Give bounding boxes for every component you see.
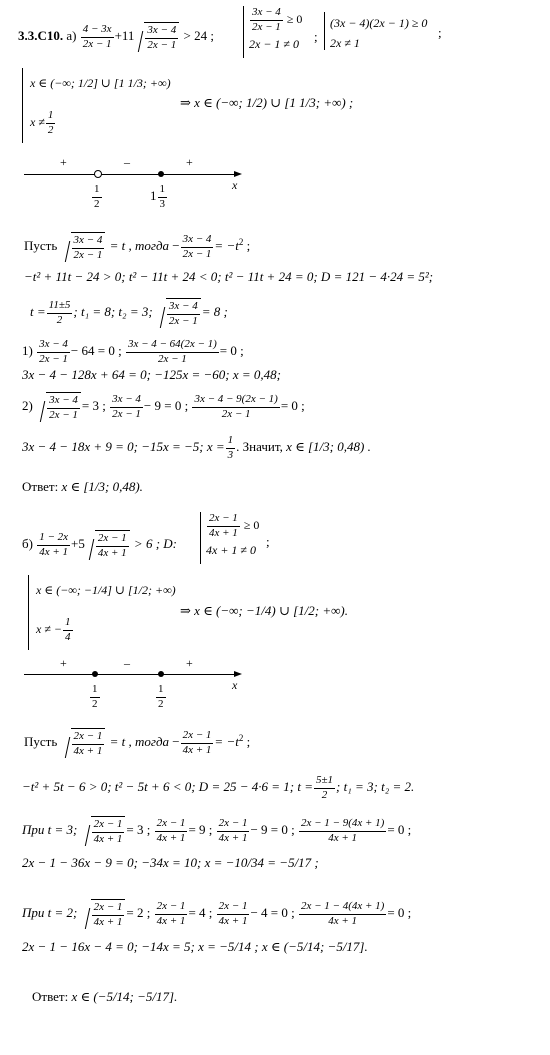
solution-result-b: ⇒ x ∈ (−∞; −1/4) ∪ [1/2; +∞). [180, 603, 348, 618]
sign-plus: + [60, 155, 67, 169]
system-brace [28, 575, 29, 650]
inequality-rhs: > 24 ; [183, 28, 214, 44]
case-t3-solution: 2x − 1 − 36x − 9 = 0; −34x = 10; x = −10/34 = −5/17 ; [22, 855, 319, 870]
number-line [24, 674, 236, 675]
filled-point [92, 671, 98, 677]
coefficient: +11 [114, 28, 135, 44]
sign-minus: – [124, 155, 130, 169]
axis-label: x [232, 678, 238, 692]
point-label: $\frac{1}{2}$ [158, 683, 164, 710]
fraction: $\frac{4 - 3x}{2x - 1}$ [82, 23, 112, 50]
case-1: 1) $\frac{3x - 4}{2x - 1}$ − 64 = 0 ; $\frac{3x - 4 - 64(2x - 1)}{2x - 1}$ = 0 ; [22, 338, 244, 365]
problem-header [18, 22, 214, 53]
case-1-solution: 3x − 4 − 128x + 64 = 0; −125x = −60; x = 0,48; [22, 367, 281, 382]
system-brace [324, 12, 325, 50]
case-t2-solution: 2x − 1 − 16x − 4 = 0; −14x = 5; x = −5/14 ; x ∈ (−5/14; −5/17]. [22, 939, 368, 954]
filled-point [158, 171, 164, 177]
case-2-solution: 3x − 4 − 18x + 9 = 0; −15x = −5; x = $\frac{1}{3}$ . Значит, x ∈ [1/3; 0,48) . [22, 434, 371, 461]
case-t3: При t = 3; $\frac{2x - 1}{4x + 1}$ = 3 ; $\frac{2x - 1}{4x + 1}$ = 9 ; $\frac{2x - 1}{4x + 1}$ − 9 = 0 ; $\frac{2x - 1 - 9(4x + 1)}{4x + 1}$ = 0 ; [22, 817, 412, 845]
roots-line: t = $\frac{11\pm 5}{2}$ ; t₁ = 8; t₂ = 3; $\frac{3x - 4}{2x - 1}$ = 8 ; [30, 299, 228, 327]
solution-system-b: x ∈ (−∞; −1/4] ∪ [1/2; +∞) x ≠ − $\frac{1}{4}$ [36, 583, 176, 643]
part-a-label: а) [66, 28, 77, 44]
solution-system-1: x ∈ (−∞; 1/2] ∪ [1 1/3; +∞) x ≠ $\frac{1}{2}$ [30, 76, 171, 136]
case-2: 2) $\frac{3x - 4}{2x - 1}$ = 3 ; $\frac{3x - 4}{2x - 1}$ − 9 = 0 ; $\frac{3x - 4 - 9(2x - 1)}{2x - 1}$ = 0 ; [22, 393, 305, 421]
system-brace [243, 6, 244, 58]
point-label: $\frac{1}{2}$ [92, 683, 98, 710]
arrow-icon [234, 671, 242, 677]
axis-label: x [232, 178, 238, 192]
point-label: $\frac{1}{2}$ [94, 183, 100, 210]
solution-result: ⇒ x ∈ (−∞; 1/2) ∪ [1 1/3; +∞) ; [180, 95, 354, 110]
system-brace [200, 512, 201, 564]
sign-plus: + [186, 656, 193, 670]
substitution: Пусть $\frac{3x - 4}{2x - 1}$ = t , тогда − $\frac{3x - 4}{2x - 1}$ = $-t^2$ ; [24, 233, 251, 261]
sign-plus: + [186, 155, 193, 169]
answer-b: Ответ: x ∈ (−5/14; −5/17]. [32, 989, 178, 1004]
answer-a: Ответ: x ∈ [1/3; 0,48). [22, 479, 143, 494]
sign-plus: + [60, 656, 67, 670]
sign-minus: – [124, 656, 130, 670]
filled-point [158, 671, 164, 677]
domain-system-1: $\frac{3x - 4}{2x - 1}$ ≥ 0 2x − 1 ≠ 0 [249, 6, 303, 51]
number-line [24, 174, 236, 175]
arrow-icon [234, 171, 242, 177]
problem-id: 3.3.C10. [18, 28, 64, 44]
domain-system-2: (3x − 4)(2x − 1) ≥ 0 2x ≠ 1 [330, 16, 428, 50]
system-brace [22, 68, 23, 143]
part-b-inequality: б) $\frac{1 - 2x}{4x + 1}$ +5 $\frac{2x - 1}{4x + 1}$ > 6 ; D: [22, 531, 177, 559]
open-point [94, 170, 102, 178]
radical: $\frac{3x - 4}{2x - 1}$ [135, 22, 179, 53]
point-label: 1 $\frac{1}{3}$ [150, 183, 165, 210]
domain-system-b: $\frac{2x - 1}{4x + 1}$ ≥ 0 4x + 1 ≠ 0 [206, 512, 260, 557]
substitution-b: Пусть $\frac{2x - 1}{4x + 1}$ = t , тогда − $\frac{2x - 1}{4x + 1}$ = $-t^2$ ; [24, 729, 251, 757]
quadratic-line-b: −t² + 5t − 6 > 0; t² − 5t + 6 < 0; D = 25 − 4·6 = 1; t = $\frac{5\pm 1}{2}$ ; t₁ = 3; t₂ = 2. [22, 774, 415, 801]
quadratic-line: −t² + 11t − 24 > 0; t² − 11t + 24 < 0; t² − 11t + 24 = 0; D = 121 − 4·24 = 5²; [24, 269, 434, 284]
case-t2: При t = 2; $\frac{2x - 1}{4x + 1}$ = 2 ; $\frac{2x - 1}{4x + 1}$ = 4 ; $\frac{2x - 1}{4x + 1}$ − 4 = 0 ; $\frac{2x - 1 - 4(4x + 1)}{4x + 1}$ = 0 ; [22, 900, 412, 928]
